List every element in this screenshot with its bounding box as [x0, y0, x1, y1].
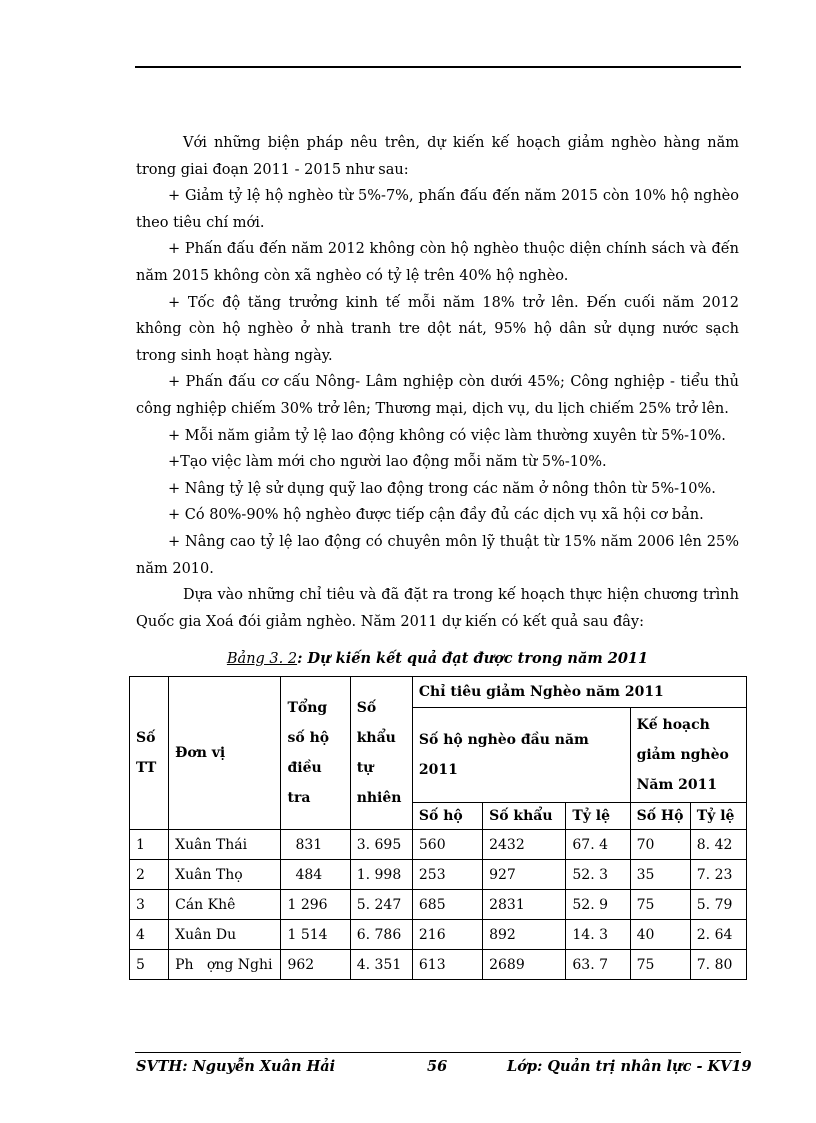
header-so-ho-plan: Số Hộ — [630, 803, 690, 830]
paragraph: + Có 80%-90% hộ nghèo được tiếp cận đầy đủ các dịch vụ xã hội cơ bản. — [168, 507, 704, 524]
paragraph: +Tạo việc làm mới cho người lao động mỗi năm từ 5%-10%. — [168, 454, 607, 471]
cell: 1 296 — [281, 890, 350, 920]
cell: 560 — [412, 830, 482, 860]
cell: 2. 64 — [690, 920, 746, 950]
cell: 7. 80 — [690, 950, 746, 980]
cell: 892 — [483, 920, 566, 950]
cell: 1. 998 — [350, 860, 412, 890]
table-caption — [136, 650, 739, 667]
header-so-khau: Số khẩu — [483, 803, 566, 830]
cell: 3. 695 — [350, 830, 412, 860]
footer-rule — [135, 1052, 741, 1053]
paragraph: Với những biện pháp nêu trên, dự kiến kế hoạch giảm nghèo hàng năm trong giai đoạn 2011 - 2015 như sau: — [136, 135, 739, 178]
cell: 3 — [130, 890, 169, 920]
header-rule — [135, 66, 741, 68]
cell: 685 — [412, 890, 482, 920]
header-so-ho: Số hộ — [412, 803, 482, 830]
cell: 4 — [130, 920, 169, 950]
cell: 6. 786 — [350, 920, 412, 950]
table-row — [130, 890, 747, 920]
cell: 40 — [630, 920, 690, 950]
poverty-table — [129, 676, 747, 980]
cell: 484 — [281, 860, 350, 890]
header-stt: Số TT — [130, 677, 169, 830]
header-households: Tổng số hộ điều tra — [281, 677, 350, 830]
paragraph: + Tốc độ tăng trưởng kinh tế mỗi năm 18% trở lên. Đến cuối năm 2012 không còn hộ nghèo ở nhà tranh tre dột nát, 95% hộ dân sử dụng nước sạch trong sinh hoạt hàng ngày. — [136, 294, 739, 364]
cell: Xuân Du — [169, 920, 281, 950]
cell: 63. 7 — [566, 950, 630, 980]
cell: 2432 — [483, 830, 566, 860]
footer-page-number: 56 — [427, 1058, 448, 1075]
cell: 70 — [630, 830, 690, 860]
header-group: Chỉ tiêu giảm Nghèo năm 2011 — [412, 677, 746, 708]
header-unit: Đơn vị — [169, 677, 281, 830]
footer-author: SVTH: Nguyễn Xuân Hải — [136, 1058, 336, 1075]
body-text — [136, 130, 739, 635]
table-row — [130, 830, 747, 860]
cell: 216 — [412, 920, 482, 950]
cell: 75 — [630, 950, 690, 980]
header-plan: Kế hoạch giảm nghèo Năm 2011 — [630, 708, 746, 803]
cell: 1 514 — [281, 920, 350, 950]
paragraph: + Phấn đấu cơ cấu Nông- Lâm nghiệp còn dưới 45%; Công nghiệp - tiểu thủ công nghiệp chiếm 30% trở lên; Thương mại, dịch vụ, du lịch chiếm 25% trở lên. — [136, 374, 739, 417]
table-row — [130, 920, 747, 950]
header-ty-le: Tỷ lệ — [566, 803, 630, 830]
cell: 253 — [412, 860, 482, 890]
paragraph: + Nâng cao tỷ lệ lao động có chuyên môn lỹ thuật từ 15% năm 2006 lên 25% năm 2010. — [136, 533, 739, 577]
table-caption-label: Bảng 3. 2 — [226, 651, 298, 667]
table-row — [130, 860, 747, 890]
cell: 75 — [630, 890, 690, 920]
cell: Xuân Thái — [169, 830, 281, 860]
cell: 2689 — [483, 950, 566, 980]
cell: 35 — [630, 860, 690, 890]
cell: 1 — [130, 830, 169, 860]
header-population: Số khẩu tự nhiên — [350, 677, 412, 830]
cell: 67. 4 — [566, 830, 630, 860]
paragraph: + Mỗi năm giảm tỷ lệ lao động không có việc làm thường xuyên từ 5%-10%. — [168, 427, 726, 444]
cell: 5. 247 — [350, 890, 412, 920]
cell: 4. 351 — [350, 950, 412, 980]
table-caption-title: : Dự kiến kết quả đạt được trong năm 2011 — [297, 650, 649, 667]
cell: 2 — [130, 860, 169, 890]
cell: 962 — [281, 950, 350, 980]
cell: 8. 42 — [690, 830, 746, 860]
cell: Xuân Thọ — [169, 860, 281, 890]
cell: 831 — [281, 830, 350, 860]
header-start-year: Số hộ nghèo đầu năm 2011 — [412, 708, 630, 803]
cell: 5. 79 — [690, 890, 746, 920]
cell: 52. 9 — [566, 890, 630, 920]
paragraph: + Giảm tỷ lệ hộ nghèo từ 5%-7%, phấn đấu đến năm 2015 còn 10% hộ nghèo theo tiêu chí mới. — [136, 188, 739, 231]
cell: Ph ợng Nghi — [169, 950, 281, 980]
cell: 927 — [483, 860, 566, 890]
paragraph: + Phấn đấu đến năm 2012 không còn hộ nghèo thuộc diện chính sách và đến năm 2015 không còn xã nghèo có tỷ lệ trên 40% hộ nghèo. — [136, 241, 739, 284]
cell: Cán Khê — [169, 890, 281, 920]
paragraph: + Nâng tỷ lệ sử dụng quỹ lao động trong các năm ở nông thôn từ 5%-10%. — [168, 480, 716, 497]
cell: 613 — [412, 950, 482, 980]
cell: 14. 3 — [566, 920, 630, 950]
header-ty-le-plan: Tỷ lệ — [690, 803, 746, 830]
table-row — [130, 950, 747, 980]
cell: 52. 3 — [566, 860, 630, 890]
cell: 5 — [130, 950, 169, 980]
cell: 2831 — [483, 890, 566, 920]
footer-class: Lớp: Quản trị nhân lực - KV19 — [507, 1058, 752, 1075]
paragraph: Dựa vào những chỉ tiêu và đã đặt ra trong kế hoạch thực hiện chương trình Quốc gia Xoá đói giảm nghèo. Năm 2011 dự kiến có kết quả sau đây: — [136, 587, 739, 630]
cell: 7. 23 — [690, 860, 746, 890]
